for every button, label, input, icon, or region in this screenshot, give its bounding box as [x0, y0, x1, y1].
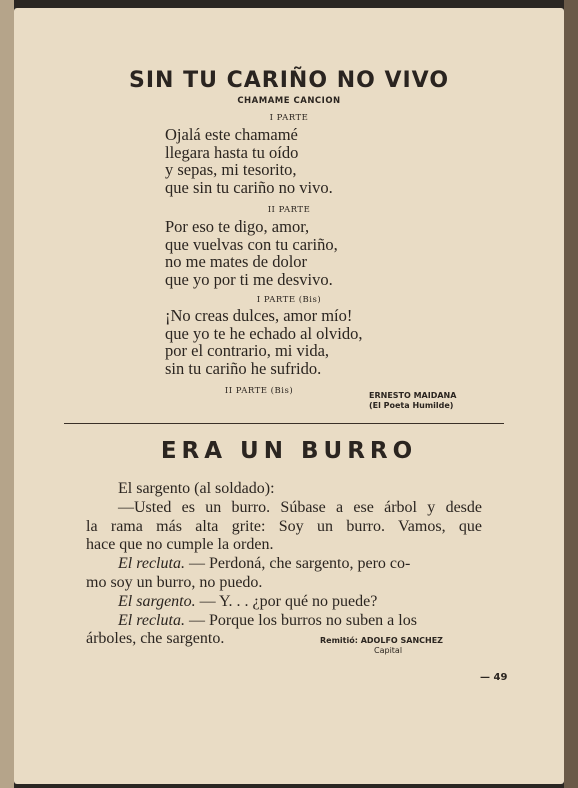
verse-line: que vuelvas con tu cariño,	[165, 234, 338, 254]
part-label-3: I PARTE (Bis)	[256, 295, 322, 305]
song-attribution	[369, 391, 456, 411]
author-name: ERNESTO MAIDANA	[369, 391, 457, 400]
verse-line: Por eso te digo, amor,	[165, 217, 310, 236]
right-page-edge	[564, 0, 578, 788]
stanza-2	[165, 218, 338, 288]
story-line	[86, 593, 482, 612]
story-line: El sargento (al soldado):	[118, 480, 275, 497]
verse-line: sin tu cariño he sufrido.	[165, 358, 322, 378]
verse-line: no me mates de dolor	[165, 252, 308, 272]
story-line: la rama más alta grite: Soy un burro. Vamos, que	[86, 517, 482, 535]
stanza-3	[165, 307, 362, 377]
verse-line: que sin tu cariño no vivo.	[165, 177, 333, 197]
verse-line: llegara hasta tu oído	[165, 142, 299, 162]
verse-line: que yo por ti me desvivo.	[165, 269, 333, 289]
verse-line: y sepas, mi tesorito,	[165, 160, 297, 180]
joke-attribution	[320, 636, 443, 656]
part-label-final: II PARTE (Bis)	[224, 386, 294, 396]
song-title: SIN TU CARIÑO NO VIVO	[128, 68, 450, 93]
story-line: árboles, che sargento.	[86, 630, 225, 648]
story-text: — Y. . . ¿por qué no puede?	[195, 592, 378, 610]
joke-body	[86, 480, 482, 649]
verse-line: Ojalá este chamamé	[165, 125, 298, 144]
stanza-1	[165, 126, 333, 196]
story-text: — Porque los burros no suben a los	[184, 611, 417, 629]
story-line: mo soy un burro, no puedo.	[86, 573, 263, 591]
speaker-sargento: El sargento.	[118, 592, 196, 610]
magazine-page	[14, 8, 564, 784]
story-line: hace que no cumple la orden.	[86, 536, 274, 554]
left-page-edge	[0, 0, 14, 788]
page-number: — 49	[480, 672, 508, 683]
remit-place: Capital	[374, 646, 403, 655]
story-line: —Usted es un burro. Súbase a ese árbol y desde	[118, 498, 482, 516]
part-label-2: II PARTE	[267, 205, 311, 215]
author-alias: (El Poeta Humilde)	[369, 401, 454, 410]
remit-label: Remitió: ADOLFO SANCHEZ	[320, 636, 443, 645]
verse-line: ¡No creas dulces, amor mío!	[165, 306, 353, 325]
story-line	[86, 555, 482, 574]
speaker-recluta: El recluta.	[118, 555, 185, 573]
joke-title: ERA UN BURRO	[160, 438, 418, 464]
part-label-1: I PARTE	[269, 113, 309, 123]
story-text: — Perdoná, che sargento, pero co-	[184, 555, 411, 573]
song-subtitle: CHAMAME CANCION	[237, 96, 341, 106]
section-divider	[64, 423, 504, 424]
verse-line: que yo te he echado al olvido,	[165, 323, 363, 343]
verse-line: por el contrario, mi vida,	[165, 341, 330, 361]
speaker-recluta: El recluta.	[118, 611, 185, 629]
story-line	[86, 612, 482, 631]
